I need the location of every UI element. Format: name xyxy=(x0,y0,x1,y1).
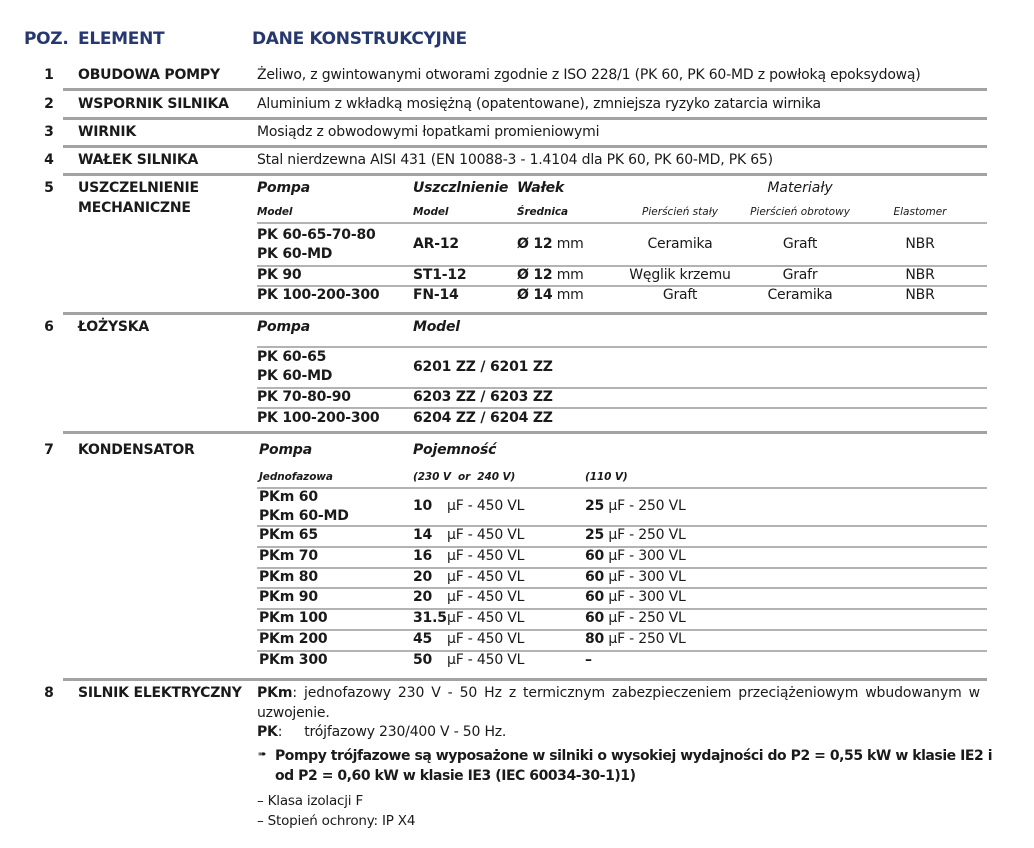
elastomer: NBR xyxy=(905,236,935,252)
capacitor-header-pompa: Pompa xyxy=(259,442,312,458)
capacitor-pump: PKm 70 xyxy=(259,548,318,564)
capacitance-110: 60 xyxy=(585,610,605,626)
elastomer: NBR xyxy=(905,287,935,303)
seal-subheader-pierscien-staly: Pierścień stały xyxy=(642,206,718,218)
shaft-unit: mm xyxy=(556,267,584,283)
seal-subheader-elastomer: Elastomer xyxy=(893,206,947,218)
row-element: WAŁEK SILNIKA xyxy=(78,152,199,168)
row-description: Mosiądz z obwodowymi łopatkami promieniowymi xyxy=(257,124,600,140)
row-number: 1 xyxy=(44,67,54,83)
seal-pump-model-2: PK 60-MD xyxy=(257,246,333,262)
capacitor-pump: PKm 300 xyxy=(259,652,328,668)
seal-model: ST1-12 xyxy=(413,267,467,283)
seal-model: FN-14 xyxy=(413,287,459,303)
row-element: WIRNIK xyxy=(78,124,137,140)
capacitance-110-rating: µF - 250 VL xyxy=(608,631,686,647)
seal-header-materialy: Materiały xyxy=(767,180,833,196)
capacitance-230: 20 xyxy=(413,589,433,605)
seal-subheader-srednica: Średnica xyxy=(517,206,568,218)
row-description: Stal nierdzewna AISI 431 (EN 10088-3 - 1.4104 dla PK 60, PK 60-MD, PK 65) xyxy=(257,152,773,168)
sub-divider xyxy=(257,407,987,409)
bearing-pump: PK 60-65 xyxy=(257,349,327,365)
row-number: 2 xyxy=(44,96,54,112)
bearing-model: 6201 ZZ / 6201 ZZ xyxy=(413,359,553,375)
capacitance-110: 25 xyxy=(585,498,605,514)
capacitance-110: 80 xyxy=(585,631,605,647)
motor-pk-label: PK xyxy=(257,724,278,740)
bearing-model: 6204 ZZ / 6204 ZZ xyxy=(413,410,553,426)
capacitance-230: 31.5 xyxy=(413,610,447,626)
header-element: ELEMENT xyxy=(78,29,165,49)
capacitance-110-rating: µF - 250 VL xyxy=(608,610,686,626)
capacitance-230-rating: µF - 450 VL xyxy=(447,569,525,585)
header-poz: POZ. xyxy=(24,29,69,49)
sub-divider xyxy=(257,387,987,389)
capacitance-230-rating: µF - 450 VL xyxy=(447,527,525,543)
row-number: 7 xyxy=(44,442,54,458)
capacitance-230: 10 xyxy=(413,498,433,514)
capacitor-pump: PKm 200 xyxy=(259,631,328,647)
ring-rotating: Ceramika xyxy=(767,287,833,303)
capacitor-header-pojemnosc: Pojemność xyxy=(413,442,497,458)
ring-rotating: Grafr xyxy=(782,267,818,283)
seal-pump-model: PK 90 xyxy=(257,267,302,283)
bearing-model: 6203 ZZ / 6203 ZZ xyxy=(413,389,553,405)
bearing-pump: PK 100-200-300 xyxy=(257,410,380,426)
capacitance-110: 60 xyxy=(585,569,605,585)
shaft-unit: mm xyxy=(556,236,584,252)
divider xyxy=(63,431,987,434)
motor-pkm-label: PKm xyxy=(257,685,293,701)
seal-pump-model: PK 100-200-300 xyxy=(257,287,380,303)
bearings-header-pompa: Pompa xyxy=(257,319,310,335)
seal-model: AR-12 xyxy=(413,236,459,252)
row-element-line2: MECHANICZNE xyxy=(78,200,191,216)
capacitance-230: 50 xyxy=(413,652,433,668)
capacitor-pump: PKm 65 xyxy=(259,527,318,543)
capacitor-pump: PKm 90 xyxy=(259,589,318,605)
capacitor-pump-2: PKm 60-MD xyxy=(259,508,349,524)
row-number: 3 xyxy=(44,124,54,140)
motor-note-line1: Pompy trójfazowe są wyposażone w silniki o wysokiej wydajności do P2 = 0,55 kW w klasie IE2 i xyxy=(275,748,993,764)
capacitance-230-rating: µF - 450 VL xyxy=(447,610,525,626)
motor-bullet-insulation: – Klasa izolacji F xyxy=(257,793,364,809)
capacitance-110: 60 xyxy=(585,548,605,564)
row-number: 4 xyxy=(44,152,54,168)
motor-pkm-line1 xyxy=(257,685,980,701)
row-element: SILNIK ELEKTRYCZNY xyxy=(78,685,242,701)
motor-pk-line xyxy=(257,724,506,740)
capacitor-pump: PKm 100 xyxy=(259,610,328,626)
capacitance-230-rating: µF - 450 VL xyxy=(447,652,525,668)
divider xyxy=(63,312,987,315)
capacitance-230: 14 xyxy=(413,527,433,543)
capacitor-pump: PKm 60 xyxy=(259,489,318,505)
motor-pkm-line2: uzwojenie. xyxy=(257,705,330,721)
shaft-diameter: Ø 12 xyxy=(517,267,553,283)
bearing-pump-2: PK 60-MD xyxy=(257,368,333,384)
ring-fixed: Graft xyxy=(662,287,698,303)
bearings-header-model: Model xyxy=(413,319,460,335)
seal-subheader-pierscien-obrotowy: Pierścień obrotowy xyxy=(750,206,850,218)
sub-divider xyxy=(257,650,987,652)
capacitance-110-rating: µF - 250 VL xyxy=(608,527,686,543)
row-element: ŁOŻYSKA xyxy=(78,319,150,335)
capacitance-230: 16 xyxy=(413,548,433,564)
shaft-unit: mm xyxy=(556,287,584,303)
row-element: WSPORNIK SILNIKA xyxy=(78,96,229,112)
row-number: 5 xyxy=(44,180,54,196)
seal-header-walek: Wałek xyxy=(517,180,564,196)
motor-pk-colon: : xyxy=(277,724,283,740)
ring-fixed: Węglik krzemu xyxy=(629,267,731,283)
shaft-diameter: Ø 14 xyxy=(517,287,553,303)
seal-subheader-model2: Model xyxy=(413,206,449,218)
capacitance-110-rating: µF - 300 VL xyxy=(608,548,686,564)
motor-note-line2: od P2 = 0,60 kW w klasie IE3 (IEC 60034-30-1)1) xyxy=(275,768,636,784)
row-description: Żeliwo, z gwintowanymi otworami zgodnie z ISO 228/1 (PK 60, PK 60-MD z powłoką epoksydową) xyxy=(257,67,921,83)
divider xyxy=(63,678,987,681)
capacitor-pump: PKm 80 xyxy=(259,569,318,585)
capacitance-110: 25 xyxy=(585,527,605,543)
row-element-line1: USZCZELNIENIE xyxy=(78,180,199,196)
capacitor-subheader-230v: (230 V or 240 V) xyxy=(413,471,516,483)
seal-header-pompa: Pompa xyxy=(257,180,310,196)
divider xyxy=(63,88,987,91)
capacitance-230: 45 xyxy=(413,631,433,647)
bearing-pump: PK 70-80-90 xyxy=(257,389,351,405)
sub-divider xyxy=(257,222,987,224)
seal-pump-model: PK 60-65-70-80 xyxy=(257,227,376,243)
row-number: 8 xyxy=(44,685,54,701)
ring-fixed: Ceramika xyxy=(647,236,713,252)
divider xyxy=(63,173,987,176)
motor-pkm-text: : jednofazowy 230 V - 50 Hz z termicznym zabezpieczeniem przeciążeniowym wbudowanym w xyxy=(292,685,980,701)
capacitance-230-rating: µF - 450 VL xyxy=(447,631,525,647)
row-element: OBUDOWA POMPY xyxy=(78,67,220,83)
seal-subheader-model: Model xyxy=(257,206,293,218)
ring-rotating: Graft xyxy=(782,236,818,252)
capacitance-230: 20 xyxy=(413,569,433,585)
seal-header-uszczelnienie: Uszczlnienie xyxy=(413,180,509,196)
capacitance-110: 60 xyxy=(585,589,605,605)
divider xyxy=(63,145,987,148)
sub-divider xyxy=(257,346,987,348)
capacitor-subheader-110v: (110 V) xyxy=(585,471,628,483)
arrow-icon: ➠ xyxy=(258,749,267,760)
capacitance-230-rating: µF - 450 VL xyxy=(447,548,525,564)
row-number: 6 xyxy=(44,319,54,335)
capacitance-110-rating: µF - 300 VL xyxy=(608,569,686,585)
capacitance-230-rating: µF - 450 VL xyxy=(447,498,525,514)
motor-bullet-protection: – Stopień ochrony: IP X4 xyxy=(257,813,416,829)
capacitance-230-rating: µF - 450 VL xyxy=(447,589,525,605)
capacitance-110-rating: µF - 300 VL xyxy=(608,589,686,605)
shaft-diameter: Ø 12 xyxy=(517,236,553,252)
header-dane-konstrukcyjne: DANE KONSTRUKCYJNE xyxy=(252,29,467,49)
row-element: KONDENSATOR xyxy=(78,442,195,458)
capacitance-110-rating: µF - 250 VL xyxy=(608,498,686,514)
row-description: Aluminium z wkładką mosiężną (opatentowane), zmniejsza ryzyko zatarcia wirnika xyxy=(257,96,821,112)
motor-pk-text: trójfazowy 230/400 V - 50 Hz. xyxy=(304,724,507,740)
elastomer: NBR xyxy=(905,267,935,283)
sub-divider xyxy=(257,487,987,489)
capacitance-110: – xyxy=(585,652,592,668)
capacitor-subheader-jednofazowa: Jednofazowa xyxy=(259,471,333,483)
divider xyxy=(63,117,987,120)
